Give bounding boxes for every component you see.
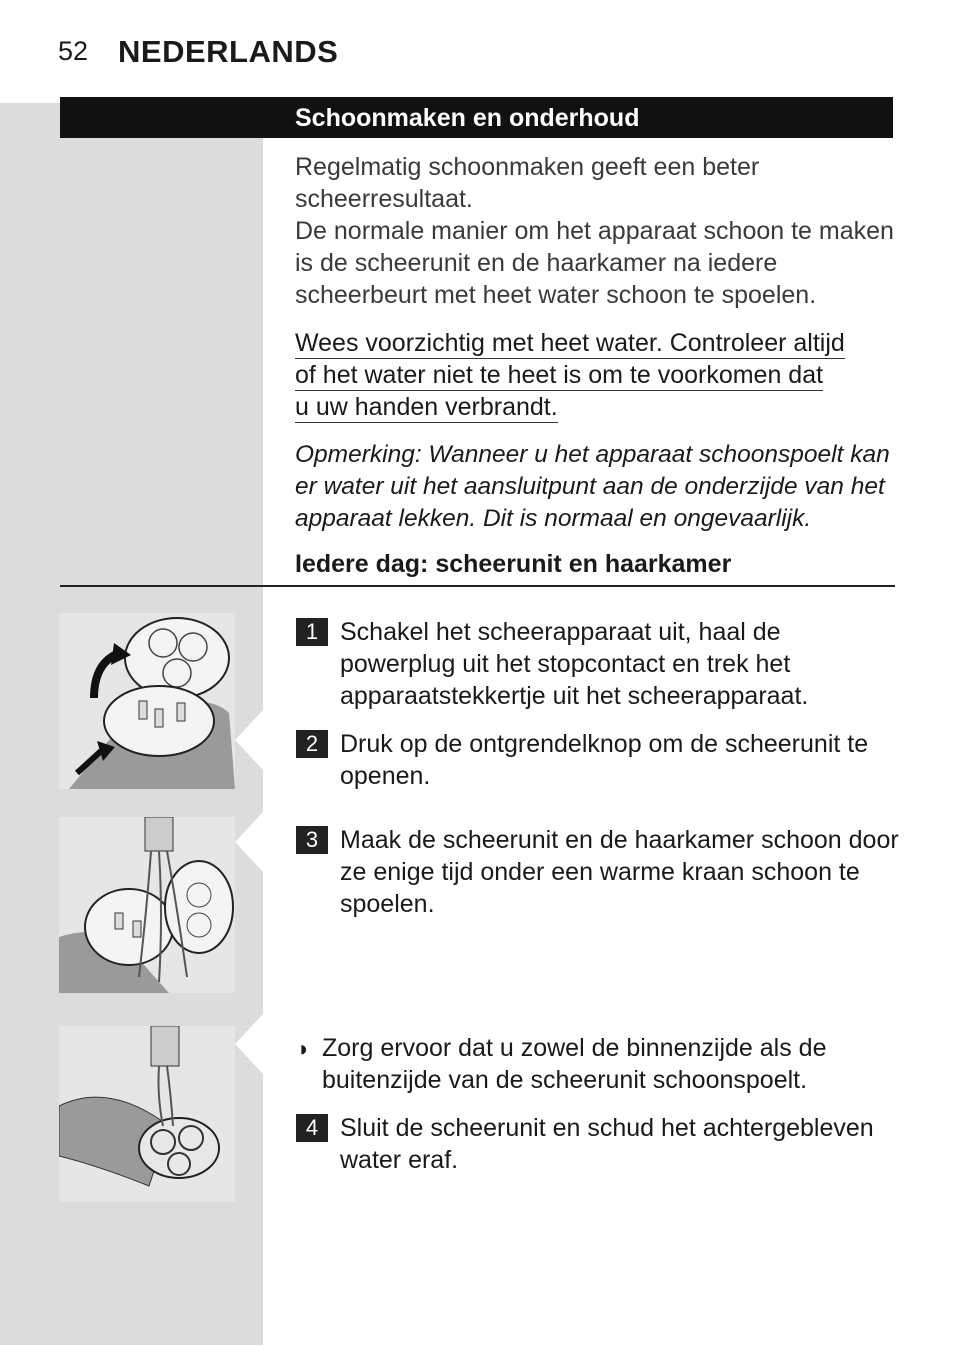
language-heading: NEDERLANDS	[118, 34, 339, 69]
intro-paragraph-1: Regelmatig schoonmaken geeft een beter scheerresultaat.	[295, 153, 760, 213]
step-text-2: Druk op de ontgrendelknop om de scheerunit te openen.	[340, 730, 869, 790]
step-text-4: Sluit de scheerunit en schud het achtergebleven water eraf.	[340, 1114, 874, 1174]
step-number-3: 3	[296, 826, 328, 854]
warning-text	[295, 327, 895, 423]
shaver-rinse-closed-icon	[59, 1026, 235, 1202]
intro-paragraph-2: De normale manier om het apparaat schoon te maken is de scheerunit en de haarkamer na iedere scheerbeurt met heet water schoon te spoelen.	[295, 217, 894, 309]
divider-rule	[60, 585, 895, 587]
step-number-2: 2	[296, 730, 328, 758]
page-number: 52	[58, 36, 89, 66]
shaver-rinse-open-icon	[59, 817, 235, 993]
subsection-title: Iedere dag: scheerunit en haarkamer	[295, 550, 732, 578]
step-number-1: 1	[296, 618, 328, 646]
warning-line-3: u uw handen verbrandt.	[295, 393, 558, 421]
step-number-4: 4	[296, 1114, 328, 1142]
warning-line-1: Wees voorzichtig met heet water. Controleer altijd	[295, 329, 845, 357]
section-title: Schoonmaken en onderhoud	[295, 104, 640, 132]
pointer-wedge-2	[235, 812, 263, 872]
step-text-1: Schakel het scheerapparaat uit, haal de powerplug uit het stopcontact en trek het apparaatstekkertje uit het scheerapparaat.	[340, 618, 809, 710]
pointer-wedge-3	[235, 1014, 263, 1074]
shaver-open-unit-icon	[59, 613, 235, 789]
step-text-3: Maak de scheerunit en de haarkamer schoon door ze enige tijd onder een warme kraan schoon te spoelen.	[340, 826, 899, 918]
note-text: Opmerking: Wanneer u het apparaat schoonspoelt kan er water uit het aansluitpunt aan de onderzijde van het apparaat lekken. Dit is normaal en ongevaarlijk.	[295, 441, 890, 532]
pointer-wedge-1	[235, 710, 263, 770]
warning-line-2: of het water niet te heet is om te voorkomen dat	[295, 361, 824, 389]
bullet-text: Zorg ervoor dat u zowel de binnenzijde als de buitenzijde van de scheerunit schoonspoelt.	[322, 1034, 827, 1094]
bullet-icon: ◗	[297, 1036, 311, 1061]
